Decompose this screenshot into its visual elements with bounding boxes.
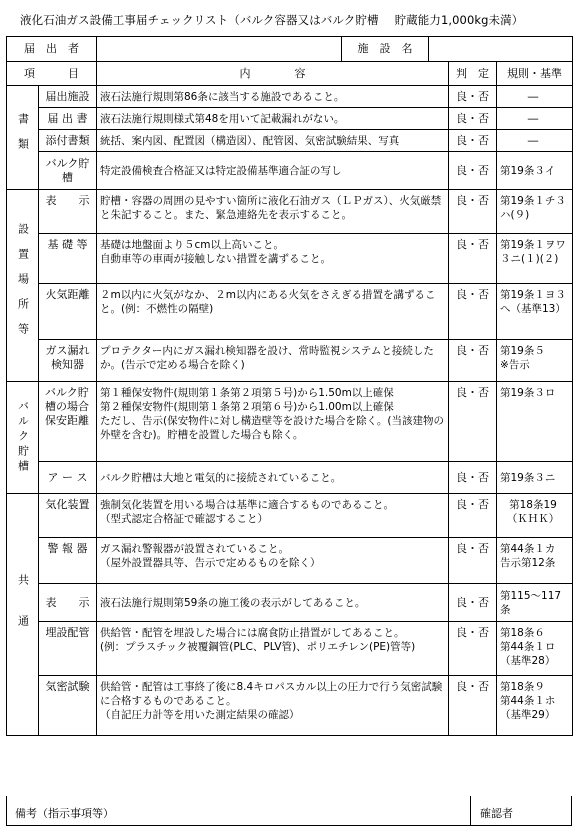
column-header-row [7, 62, 573, 86]
table-row: 届 出 書 液石法施行規則様式第48を用いて記載漏れがない。 良・否 ― [7, 108, 573, 130]
table-row: 基 礎 等 基礎は地盤面より５cm以上高いこと。 自動車等の車両が接触しない措置を講ずること。 良・否 第19条１ヲワ３ニ(１)(２) [7, 234, 573, 284]
col-judgement: 判 定 [449, 62, 497, 86]
page-title [20, 12, 523, 28]
applicant-row [7, 37, 573, 62]
table-row: 設置場所等 表 示 貯槽・容器の周囲の見やすい箇所に液化石油ガス（ＬＰガス）、火気厳禁と朱記すること。また、緊急連絡先を表示すること。 良・否 第19条１チ３ハ(９) [7, 190, 573, 234]
table-row: 火気距離 ２m以内に火気がなか、２m以内にある火気をさえぎる措置を講ずること。(例：不燃性の隔壁) 良・否 第19条１ヨ３へ（基準13） [7, 284, 573, 340]
judge-cell[interactable]: 良・否 [449, 130, 497, 152]
table-row: 添付書類 統括、案内図、配置図（構造図）、配管図、気密試験結果、写真 良・否 ― [7, 130, 573, 152]
remarks-row [6, 796, 572, 826]
judge-cell[interactable]: 良・否 [449, 152, 497, 190]
section-label-bulk-tank: バルク貯槽 [7, 382, 39, 494]
table-row: バルク貯槽 特定設備検査合格証又は特定設備基準適合証の写し 良・否 第19条３イ [7, 152, 573, 190]
section-label-location: 設置場所等 [7, 190, 39, 382]
checker-label: 確認者 [480, 807, 513, 820]
facility-value[interactable] [429, 37, 572, 61]
table-row: ア ー ス バルク貯槽は大地と電気的に接続されていること。 良・否 第19条３ニ [7, 462, 573, 494]
table-row: 書類 届出施設 液石法施行規則第86条に該当する施設であること。 良・否 ― [7, 86, 573, 108]
judge-cell[interactable]: 良・否 [449, 584, 497, 622]
table-row: ガス漏れ検知器 プロテクター内にガス漏れ検知器を設け、常時監視システムと接続したか。(告示で定める場合を除く) 良・否 第19条５ ※告示 [7, 340, 573, 382]
remarks-divider [470, 796, 471, 825]
judge-cell[interactable]: 良・否 [449, 86, 497, 108]
judge-cell[interactable]: 良・否 [449, 284, 497, 340]
applicant-value[interactable] [97, 37, 573, 62]
table-row: バルク貯槽 バルク貯槽の場合保安距離 第１種保安物件(規則第１条第２項第５号)から1.50m以上確保 第２種保安物件(規則第１条第２項第６号)から1.00m以上確保 ただし、告示(保安物件に対し構造壁等を設けた場合を除く。(当該建物の外壁を含む)。貯槽を設置した場合も除く。 良・否 第19条３ロ [7, 382, 573, 462]
judge-cell[interactable]: 良・否 [449, 234, 497, 284]
judge-cell[interactable]: 良・否 [449, 382, 497, 462]
judge-cell[interactable]: 良・否 [449, 494, 497, 538]
table-row: 表 示 液石法施行規則第59条の施工後の表示がしてあること。 良・否 第115～117条 [7, 584, 573, 622]
remarks-label: 備考（指示事項等） [15, 807, 114, 820]
facility-label: 施 設 名 [342, 37, 429, 61]
judge-cell[interactable]: 良・否 [449, 676, 497, 736]
table-row: 共通 気化装置 強制気化装置を用いる場合は基準に適合するものであること。 （型式認定合格証で確認すること） 良・否 第18条19 （ＫＨＫ） [7, 494, 573, 538]
applicant-label: 届 出 者 [7, 37, 97, 62]
judge-cell[interactable]: 良・否 [449, 190, 497, 234]
title-main: 液化石油ガス設備工事届チェックリスト（バルク容器又はバルク貯槽 [20, 13, 379, 27]
col-item: 項 目 [7, 62, 97, 86]
judge-cell[interactable]: 良・否 [449, 622, 497, 676]
table-row: 気密試験 供給管・配管は工事終了後に8.4キロパスカル以上の圧力で行う気密試験に合格するものであること。 （自記圧力計等を用いた測定結果の確認） 良・否 第18条９ 第44条１ホ （基準29） [7, 676, 573, 736]
section-label-common: 共通 [7, 494, 39, 736]
section-label-documents: 書類 [7, 86, 39, 190]
judge-cell[interactable]: 良・否 [449, 108, 497, 130]
table-row: 警 報 器 ガス漏れ警報器が設置されていること。 （屋外設置器具等、告示で定めるものを除く） 良・否 第44条１カ 告示第12条 [7, 538, 573, 584]
judge-cell[interactable]: 良・否 [449, 538, 497, 584]
checklist-table [6, 36, 573, 736]
title-capacity: 貯蔵能力1,000kg未満） [394, 13, 524, 27]
col-rule: 規則・基準 [497, 62, 573, 86]
table-row: 埋設配管 供給管・配管を埋設した場合には腐食防止措置がしてあること。 (例：プラスチック被覆鋼管(PLC、PLV管)、ポリエチレン(PE)管等) 良・否 第18条６ 第44条１ロ （基準28） [7, 622, 573, 676]
judge-cell[interactable]: 良・否 [449, 462, 497, 494]
judge-cell[interactable]: 良・否 [449, 340, 497, 382]
col-content: 内 容 [97, 62, 449, 86]
